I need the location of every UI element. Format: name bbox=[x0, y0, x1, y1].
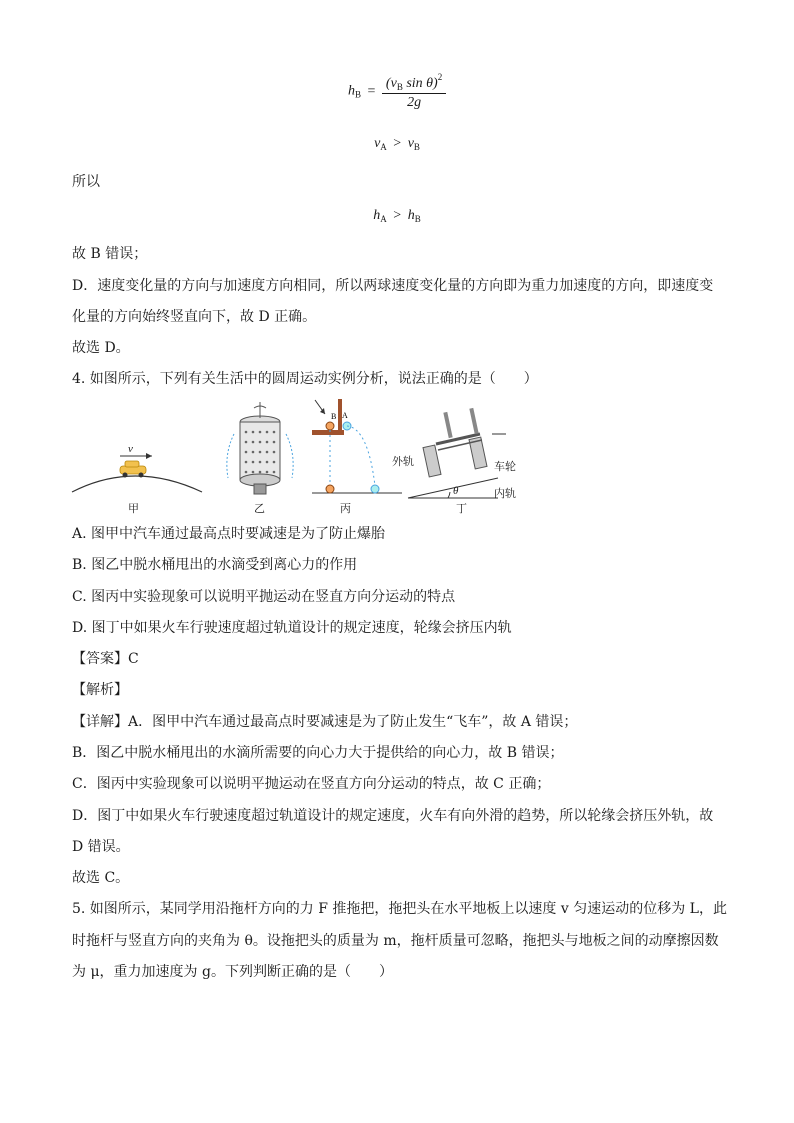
equation-hB: $h_B$ = $\frac{(v_B \sin \theta)^2}{2g}$ bbox=[348, 72, 446, 111]
text-d-line1: D．速度变化量的方向与加速度方向相同，所以两球速度变化量的方向即为重力加速度的方向，即速度变 bbox=[72, 278, 714, 294]
question-5-line2: 时拖杆与竖直方向的夹角为 θ。设拖把头的质量为 m，拖杆质量可忽略，拖把头与地板之间的动摩擦因数 bbox=[72, 933, 719, 949]
question-4-stem: 4. 如图所示，下列有关生活中的圆周运动实例分析，说法正确的是（ ） bbox=[72, 371, 538, 387]
figure-label-outer-rail: 外轨 bbox=[392, 455, 414, 468]
svg-text:B: B bbox=[331, 412, 337, 421]
answer-label: 【答案】C bbox=[72, 651, 139, 667]
figure-yi bbox=[227, 402, 293, 494]
figure-label-wheel: 车轮 bbox=[494, 460, 516, 473]
question-4-option-b: B. 图乙中脱水桶甩出的水滴受到离心力的作用 bbox=[72, 557, 358, 573]
question-4-figure bbox=[68, 394, 528, 516]
text-choose-c: 故选 C。 bbox=[72, 870, 130, 886]
question-5-line1: 5. 如图所示，某同学用沿拖杆方向的力 F 推拖把，拖把头在水平地板上以速度 v 匀速运动的位移为 L，此 bbox=[72, 901, 727, 917]
analysis-label: 【解析】 bbox=[72, 682, 128, 698]
figure-jia bbox=[72, 453, 202, 492]
question-4-option-d: D. 图丁中如果火车行驶速度超过轨道设计的规定速度，轮缘会挤压内轨 bbox=[72, 620, 512, 636]
figure-label-ding: 丁 bbox=[456, 502, 467, 515]
question-4-option-c: C. 图丙中实验现象可以说明平抛运动在竖直方向分运动的特点 bbox=[72, 589, 456, 605]
question-5-line3: 为 μ，重力加速度为 g。下列判断正确的是（ ） bbox=[72, 964, 393, 980]
text-choose-d: 故选 D。 bbox=[72, 340, 130, 356]
text-b-wrong: 故 B 错误； bbox=[72, 246, 148, 262]
figure-label-jia: 甲 bbox=[128, 502, 139, 515]
detail-b: B．图乙中脱水桶甩出的水滴所需要的向心力大于提供给的向心力，故 B 错误； bbox=[72, 745, 564, 761]
text-suoyi: 所以 bbox=[72, 174, 100, 190]
detail-a: 【详解】A．图甲中汽车通过最高点时要减速是为了防止发生“飞车”，故 A 错误； bbox=[72, 714, 578, 730]
figure-bing bbox=[312, 399, 402, 493]
figure-label-v: v bbox=[128, 443, 133, 455]
svg-text:A: A bbox=[342, 411, 348, 420]
detail-d-line2: D 错误。 bbox=[72, 839, 130, 855]
equation-h-compare: $h_A > h_B$ bbox=[373, 208, 421, 224]
equation-v-compare: $v_A > v_B$ bbox=[374, 136, 420, 152]
question-4-option-a: A. 图甲中汽车通过最高点时要减速是为了防止爆胎 bbox=[72, 526, 386, 542]
figure-label-theta: θ bbox=[453, 485, 459, 497]
figure-label-bing: 丙 bbox=[340, 502, 351, 515]
detail-d-line1: D．图丁中如果火车行驶速度超过轨道设计的规定速度，火车有向外滑的趋势，所以轮缘会挤压外轨，故 bbox=[72, 808, 714, 824]
figure-label-yi: 乙 bbox=[254, 502, 265, 515]
detail-c: C．图丙中实验现象可以说明平抛运动在竖直方向分运动的特点，故 C 正确； bbox=[72, 776, 551, 792]
text-d-line2: 化量的方向始终竖直向下，故 D 正确。 bbox=[72, 309, 317, 325]
figure-label-inner-rail: 内轨 bbox=[494, 487, 516, 500]
